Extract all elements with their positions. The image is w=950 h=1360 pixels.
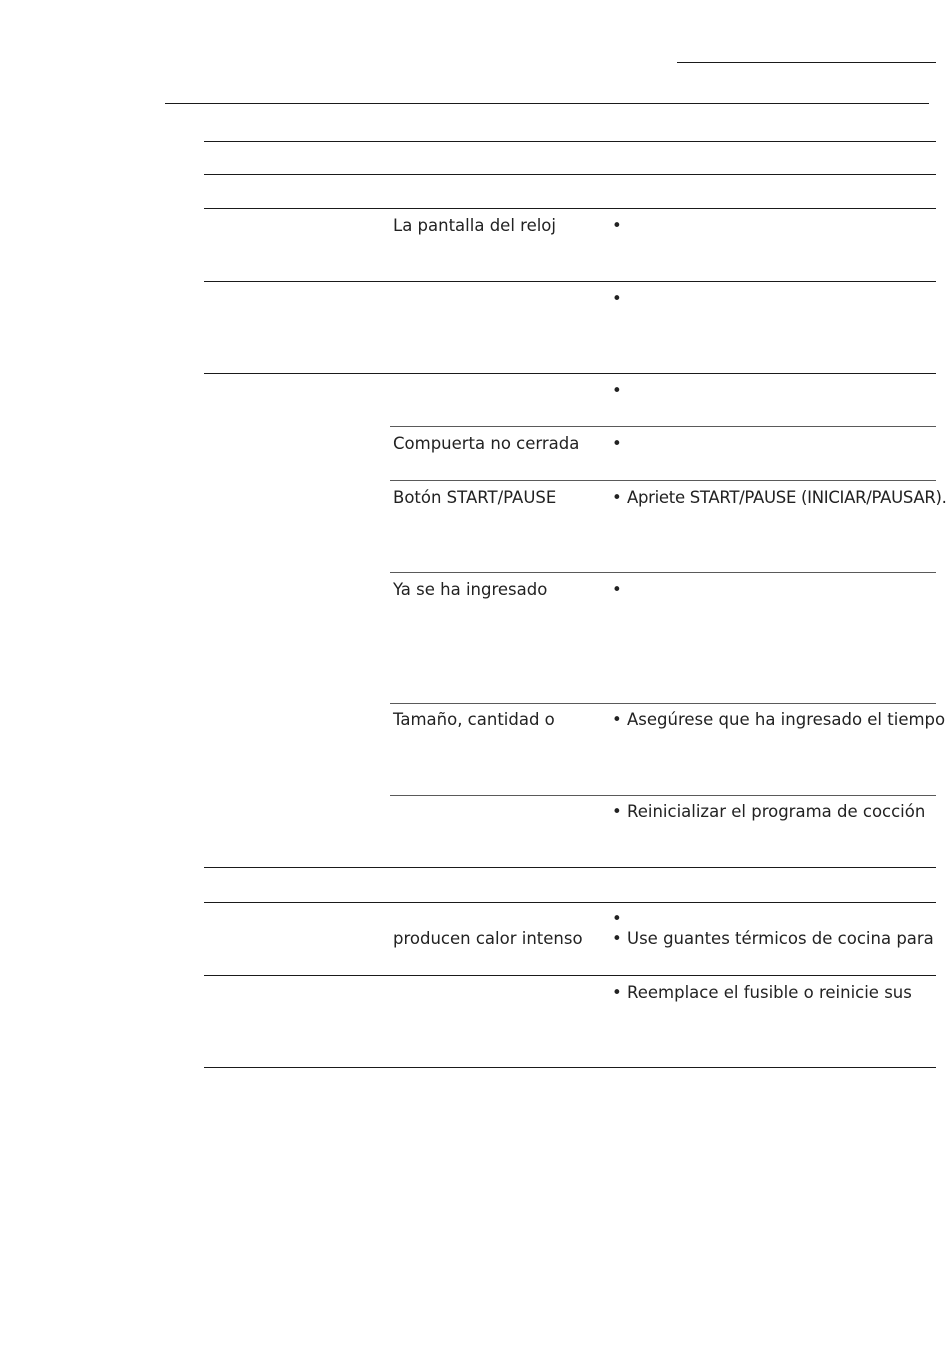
bullet-icon: • xyxy=(612,216,622,235)
cause-cell: Botón START/PAUSE xyxy=(393,488,557,507)
cause-cell: Ya se ha ingresado xyxy=(393,580,548,599)
bullet-icon: • xyxy=(612,580,622,599)
solution-text: Reemplace el fusible o reinicie sus xyxy=(627,983,912,1002)
sub-row-rule xyxy=(390,703,936,704)
solution-bullet xyxy=(612,929,934,949)
solution-bullet xyxy=(612,381,627,401)
row-rule xyxy=(204,281,936,282)
section-rule xyxy=(204,208,936,209)
sub-row-rule xyxy=(390,572,936,573)
header-short-rule xyxy=(677,62,936,63)
table-bottom-rule xyxy=(204,1067,936,1068)
bullet-icon: • xyxy=(612,488,622,507)
bullet-icon: • xyxy=(612,710,622,729)
solution-bullet xyxy=(612,909,627,929)
bullet-icon: • xyxy=(612,381,622,400)
bullet-icon: • xyxy=(612,983,622,1002)
solution-bullet xyxy=(612,983,912,1003)
bullet-icon: • xyxy=(612,802,622,821)
solution-text: Reinicializar el programa de cocción xyxy=(627,802,926,821)
table-header-rule xyxy=(204,174,936,175)
solution-text: Asegúrese que ha ingresado el tiempo xyxy=(627,710,946,729)
cause-cell: La pantalla del reloj xyxy=(393,216,556,235)
solution-bullet xyxy=(612,580,627,600)
bullet-icon: • xyxy=(612,909,622,928)
row-rule xyxy=(204,975,936,976)
sub-row-rule xyxy=(390,480,936,481)
sub-row-rule xyxy=(390,426,936,427)
solution-bullet xyxy=(612,289,627,309)
cause-cell: producen calor intenso xyxy=(393,929,583,948)
solution-bullet xyxy=(612,216,627,236)
bullet-icon: • xyxy=(612,434,622,453)
cause-cell: Compuerta no cerrada xyxy=(393,434,580,453)
section-rule xyxy=(204,902,936,903)
header-long-rule xyxy=(165,103,929,104)
bullet-icon: • xyxy=(612,929,622,948)
solution-bullet xyxy=(612,802,925,822)
solution-bullet xyxy=(612,434,627,454)
row-rule xyxy=(204,373,936,374)
table-top-rule xyxy=(204,141,936,142)
sub-row-rule xyxy=(390,795,936,796)
bullet-icon: • xyxy=(612,289,622,308)
cause-cell: Tamaño, cantidad o xyxy=(393,710,555,729)
solution-bullet xyxy=(612,488,947,508)
section-rule xyxy=(204,867,936,868)
solution-bullet xyxy=(612,710,945,730)
solution-text: Apriete START/PAUSE (INICIAR/PAUSAR). xyxy=(627,488,947,507)
solution-text: Use guantes térmicos de cocina para xyxy=(627,929,934,948)
